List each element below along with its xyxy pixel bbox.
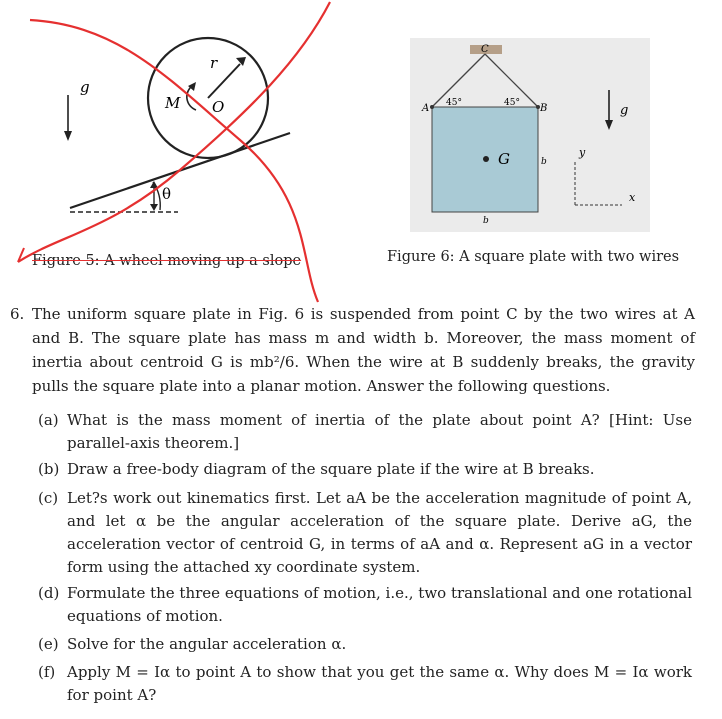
centroid-dot xyxy=(483,156,489,162)
fig6-C-label: C xyxy=(481,44,489,55)
figure-6-caption: Figure 6: A square plate with two wires xyxy=(387,249,680,265)
figure-5-caption: Figure 5: A wheel moving up a slope xyxy=(32,253,302,269)
fig5-M-label: M xyxy=(165,94,181,112)
problem-number: 6. xyxy=(10,305,25,323)
fig6-b-side: b xyxy=(541,157,547,167)
figure-6-square-plate xyxy=(410,38,650,232)
question-f: (f) Apply M = Iα to point A to show that you get the same α. Why does M = Iα work for point A? xyxy=(38,663,692,704)
fig6-g-label: g xyxy=(620,103,629,118)
fig5-g-label: g xyxy=(80,78,90,96)
figure-5-wheel-on-slope xyxy=(0,0,360,320)
question-e: (e) Solve for the angular acceleration α. xyxy=(38,635,347,653)
fig6-A-label: A xyxy=(422,103,430,114)
question-b: (b) Draw a free-body diagram of the square plate if the wire at B breaks. xyxy=(38,460,595,478)
fig6-angle-right: 45° xyxy=(504,98,520,108)
fig5-theta-label: θ xyxy=(162,185,172,203)
question-c: (c) Let?s work out kinematics first. Let aA be the acceleration magnitude of point A, and let α be the angular acceleration of the square plate. Derive aG, the acceleration vector of centroid G, in terms of aA and α. Represent aG in a vector form using the attached xy coordinate system. xyxy=(38,489,692,576)
question-a: (a) What is the mass moment of inertia of the plate about point A? [Hint: Use parallel-axis theorem.] xyxy=(38,411,692,452)
fig5-O-label: O xyxy=(212,98,225,116)
fig5-r-label: r xyxy=(210,54,218,72)
fig6-x-label: x xyxy=(629,191,636,204)
problem-statement: The uniform square plate in Fig. 6 is suspended from point C by the two wires at A and B. The square plate has mass m and width b. Moreover, the mass moment of inertia about centroid G is mb²/6. When the wire at B suddenly breaks, the gravity pulls the square plate into a planar motion. Answer the following questions. xyxy=(32,305,695,395)
fig6-b-bottom: b xyxy=(483,216,489,226)
problem-6 xyxy=(10,302,695,398)
question-d: (d) Formulate the three equations of motion, i.e., two translational and one rotational equations of motion. xyxy=(38,584,692,625)
fig6-G-label: G xyxy=(498,150,510,168)
fig6-y-label: y xyxy=(579,146,586,159)
fig6-angle-left: 45° xyxy=(446,98,462,108)
fig6-B-label: B xyxy=(540,103,548,114)
